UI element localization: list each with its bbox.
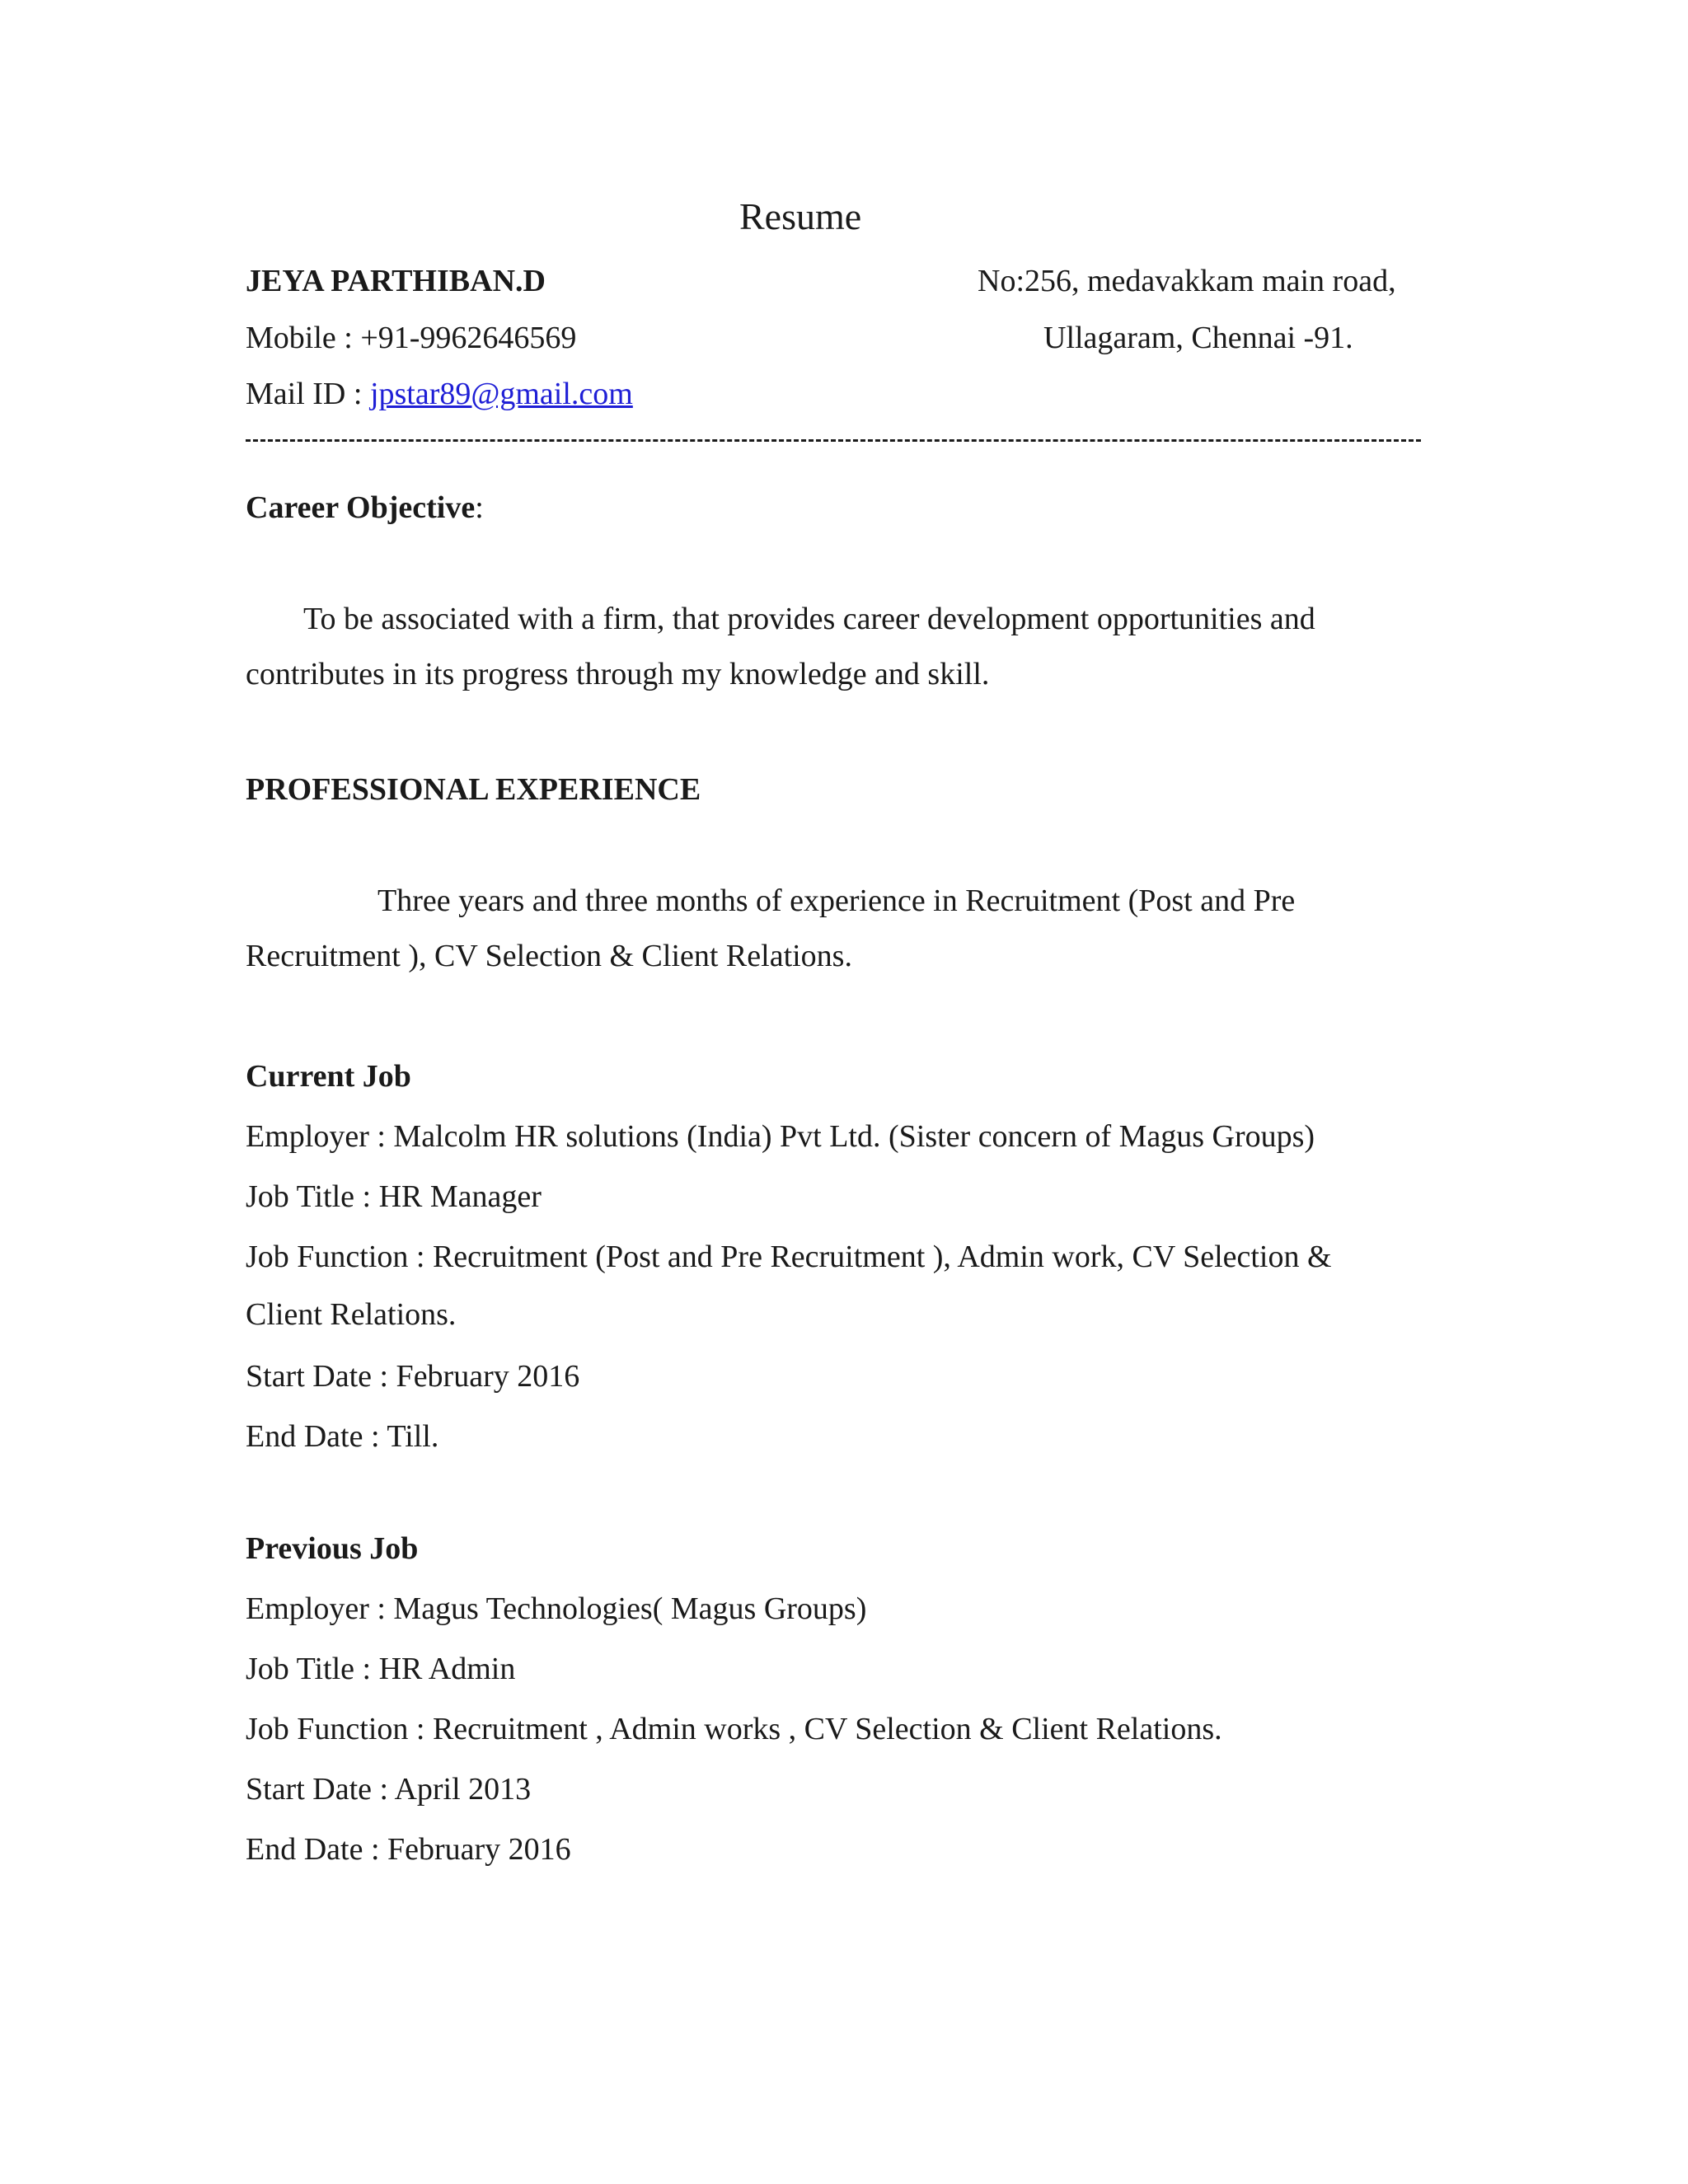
mail-line (246, 378, 633, 410)
previous-job-function: Job Function : Recruitment , Admin works , CV Selection & Client Relations. (246, 1712, 1222, 1746)
current-job-function: Job Function : Recruitment (Post and Pre Recruitment ), Admin work, CV Selection & Client Relations. (246, 1240, 1332, 1332)
address-line-1: No:256, medavakkam main road, (978, 264, 1396, 298)
mobile-number: +91-9962646569 (360, 321, 577, 355)
career-objective-heading (246, 492, 484, 523)
previous-end-date: End Date : February 2016 (246, 1832, 571, 1867)
professional-experience-heading: PROFESSIONAL EXPERIENCE (246, 772, 701, 807)
career-objective-heading-text: Career Objective (246, 490, 476, 525)
previous-job-heading: Previous Job (246, 1531, 419, 1566)
experience-summary: Three years and three months of experience in Recruitment (Post and Pre Recruitment ), CV Selection & Client Relations. (246, 883, 1296, 973)
mobile-label: Mobile : (246, 321, 361, 355)
mobile-line (246, 322, 576, 354)
current-employer: Employer : Malcolm HR solutions (India) Pvt Ltd. (Sister concern of Magus Groups) (246, 1119, 1315, 1154)
mail-label: Mail ID : (246, 377, 370, 411)
current-start-date: Start Date : February 2016 (246, 1359, 580, 1394)
dashed-divider (246, 439, 1421, 442)
previous-start-date: Start Date : April 2013 (246, 1772, 532, 1807)
career-objective-text: To be associated with a firm, that provides career development opportunities and contributes in its progress through my knowledge and skill. (246, 602, 1315, 691)
address-line-2: Ullagaram, Chennai -91. (1043, 321, 1353, 355)
current-job-title: Job Title : HR Manager (246, 1179, 542, 1214)
page-title: Resume (739, 195, 862, 237)
previous-employer: Employer : Magus Technologies( Magus Groups) (246, 1591, 867, 1626)
previous-job-title: Job Title : HR Admin (246, 1652, 516, 1686)
current-end-date: End Date : Till. (246, 1419, 439, 1454)
email-link[interactable]: jpstar89@gmail.com (369, 377, 633, 411)
current-job-heading: Current Job (246, 1059, 411, 1094)
career-objective-colon: : (475, 490, 484, 525)
candidate-name: JEYA PARTHIBAN.D (246, 264, 546, 298)
